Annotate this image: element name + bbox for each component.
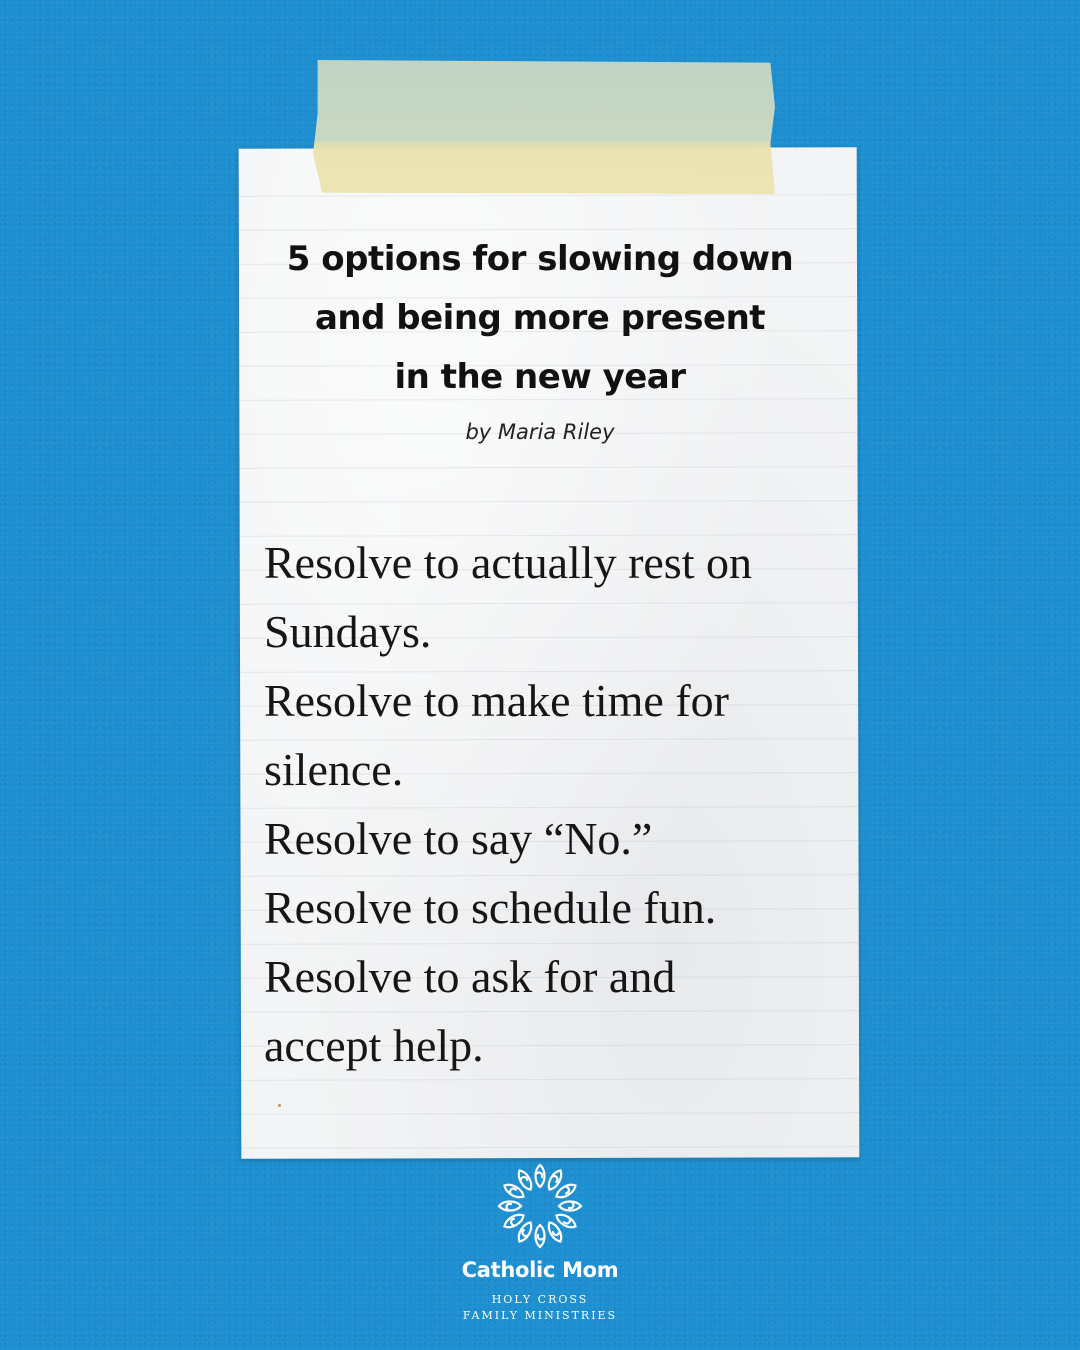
resolution-line: Resolve to make time for	[264, 675, 729, 726]
resolution-line: accept help.	[264, 1020, 484, 1071]
wreath-curl	[564, 1217, 571, 1225]
resolution-line: Resolve to ask for and	[264, 951, 676, 1002]
floral-wreath-icon	[496, 1162, 584, 1250]
wreath-curl	[536, 1173, 542, 1177]
paper-speck	[278, 1104, 281, 1107]
resolution-line: Resolve to actually rest on	[264, 537, 752, 588]
wreath-curl	[538, 1235, 544, 1239]
brand-subtitle-line: HOLY CROSS	[491, 1293, 589, 1306]
brand-subtitle	[340, 1292, 740, 1324]
masking-tape	[313, 60, 775, 194]
brand-name: Catholic Mom	[461, 1258, 619, 1282]
resolution-line: Resolve to say “No.”	[264, 813, 653, 864]
title-line: in the new year	[394, 357, 686, 397]
title	[240, 230, 840, 407]
resolution-line: Sundays.	[264, 606, 432, 657]
wreath-curl	[507, 1204, 511, 1210]
wreath-curl	[551, 1175, 559, 1182]
resolution-line: silence.	[264, 744, 404, 795]
resolution-line: Resolve to schedule fun.	[264, 882, 717, 933]
wreath-curl	[569, 1202, 573, 1208]
resolutions-list	[264, 528, 844, 1080]
wreath-curl	[521, 1230, 529, 1237]
title-line: and being more present	[314, 298, 766, 338]
wreath-curl	[509, 1187, 516, 1195]
brand-subtitle-line: FAMILY MINISTRIES	[462, 1309, 618, 1322]
byline: by Maria Riley	[465, 420, 615, 444]
title-line: 5 options for slowing down	[286, 239, 794, 279]
